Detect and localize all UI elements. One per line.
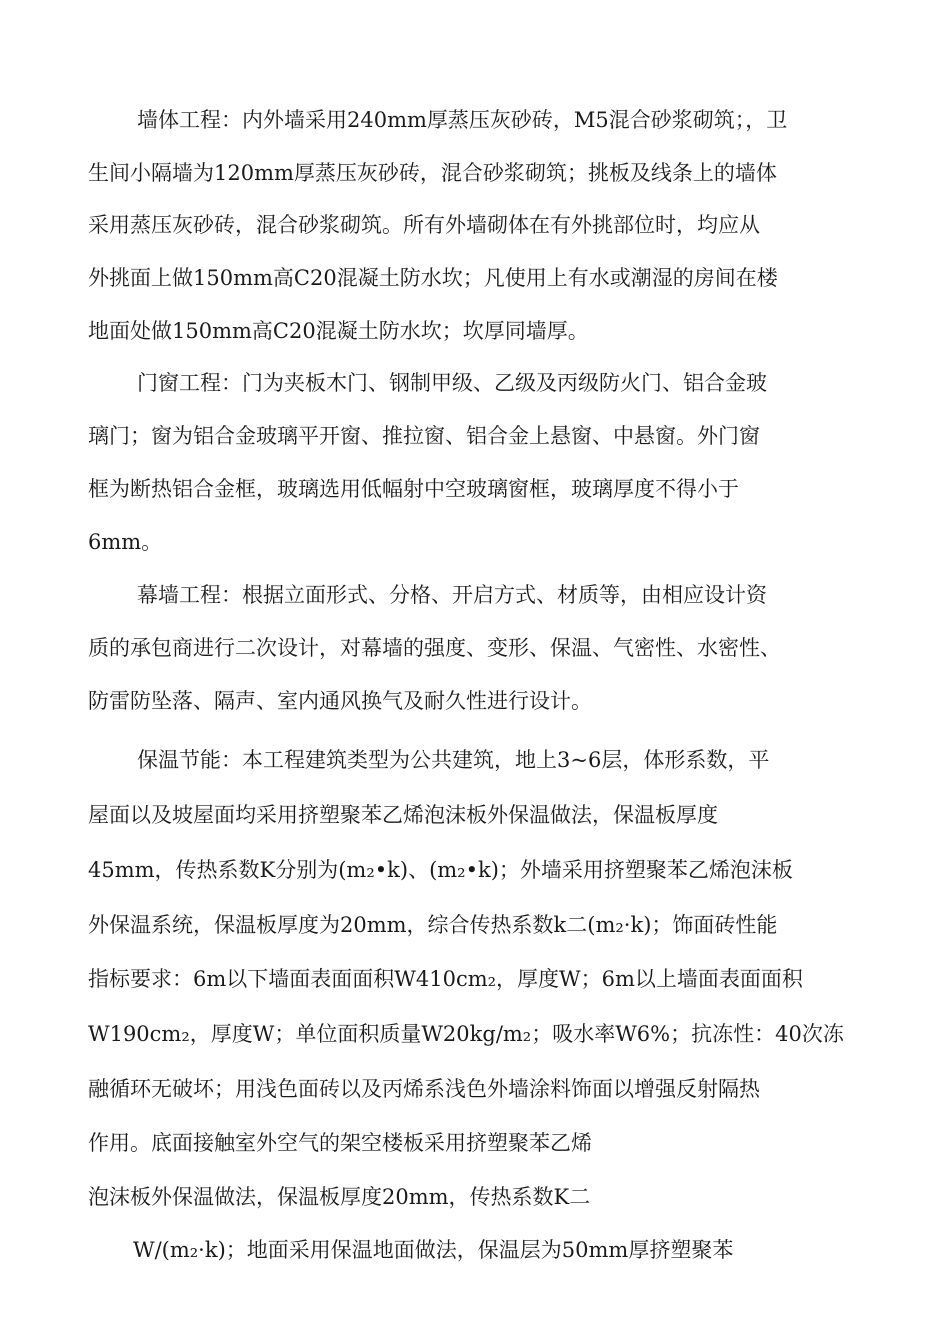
text-line-10: 幕墙工程：根据立面形式、分格、开启方式、材质等，由相应设计资 [137,583,767,607]
text-line-19: 融循环无破坏；用浅色面砖以及丙烯系浅色外墙涂料饰面以增强反射隔热 [88,1077,760,1101]
text-line-4: 外挑面上做150mm高C20混凝土防水坎；凡使用上有水或潮湿的房间在楼 [88,266,778,290]
text-line-3: 采用蒸压灰砂砖，混合砂浆砌筑。所有外墙砌体在有外挑部位时，均应从 [88,213,760,237]
text-line-14: 屋面以及坡屋面均采用挤塑聚苯乙烯泡沫板外保温做法，保温板厚度 [88,803,718,827]
text-line-22: W/(m₂·k)；地面采用保温地面做法，保温层为50mm厚挤塑聚苯 [133,1238,734,1262]
text-line-12: 防雷防坠落、隔声、室内通风换气及耐久性进行设计。 [88,689,592,713]
text-line-7: 璃门；窗为铝合金玻璃平开窗、推拉窗、铝合金上悬窗、中悬窗。外门窗 [88,424,760,448]
text-line-18: W190cm₂，厚度W；单位面积质量W20kg/m₂；吸水率W6%；抗冻性：40次冻 [88,1022,844,1046]
text-line-17: 指标要求：6m以下墙面表面面积W410cm₂，厚度W；6m以上墙面表面面积 [88,967,803,991]
text-line-20: 作用。底面接触室外空气的架空楼板采用挤塑聚苯乙烯 [88,1131,592,1155]
text-line-15: 45mm，传热系数K分别为(m₂•k)、(m₂•k)；外墙采用挤塑聚苯乙烯泡沫板 [88,858,793,882]
text-line-8: 框为断热铝合金框，玻璃选用低幅射中空玻璃窗框，玻璃厚度不得小于 [88,477,739,501]
text-line-9: 6mm。 [88,530,163,554]
text-line-16: 外保温系统，保温板厚度为20mm，综合传热系数k二(m₂·k)；饰面砖性能 [88,913,778,937]
text-line-2: 生间小隔墙为120mm厚蒸压灰砂砖，混合砂浆砌筑；挑板及线条上的墙体 [88,161,777,185]
text-line-1: 墙体工程：内外墙采用240mm厚蒸压灰砂砖，M5混合砂浆砌筑；，卫 [137,108,788,132]
text-line-13: 保温节能：本工程建筑类型为公共建筑，地上3~6层，体形系数，平 [137,748,770,772]
text-line-6: 门窗工程：门为夹板木门、钢制甲级、乙级及丙级防火门、铝合金玻 [137,371,767,395]
text-line-11: 质的承包商进行二次设计，对幕墙的强度、变形、保温、气密性、水密性、 [88,636,781,660]
text-line-5: 地面处做150mm高C20混凝土防水坎；坎厚同墙厚。 [88,319,589,343]
text-line-21: 泡沫板外保温做法，保温板厚度20mm，传热系数K二 [88,1185,591,1209]
